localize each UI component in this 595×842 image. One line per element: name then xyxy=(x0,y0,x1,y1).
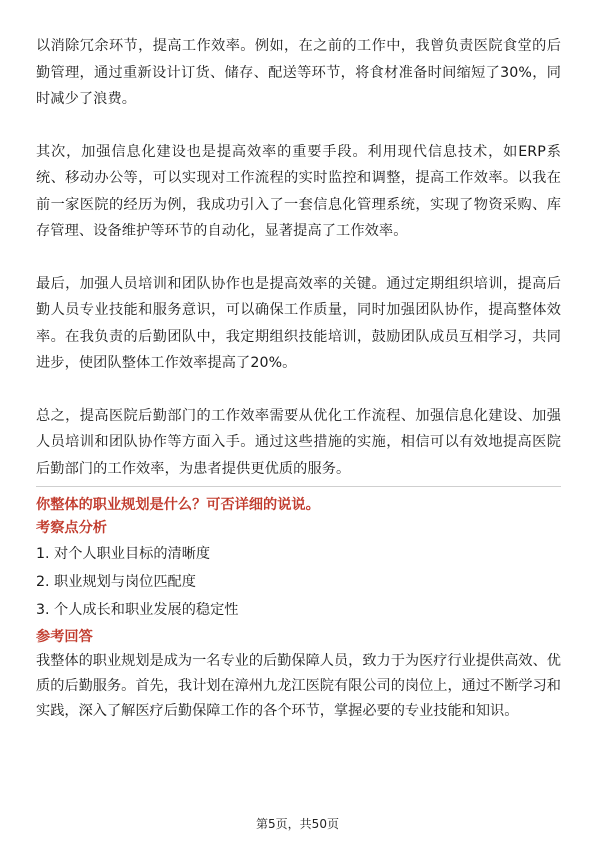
paragraph: 以消除冗余环节，提高工作效率。例如，在之前的工作中，我曾负责医院食堂的后勤管理，通过重新设计订货、储存、配送等环节，将食材准备时间缩短了30%，同时减少了浪费。 xyxy=(36,38,561,107)
page-number: 第5页，共50页 xyxy=(256,817,339,831)
analysis-item: 2. 职业规划与岗位匹配度 xyxy=(36,574,196,590)
answer-heading: 参考回答 xyxy=(36,629,93,645)
paragraph: 总之，提高医院后勤部门的工作效率需要从优化工作流程、加强信息化建设、加强人员培训和团队协作等方面入手。通过这些措施的实施，相信可以有效地提高医院后勤部门的工作效率，为患者提供更优质的服务。 xyxy=(36,407,561,477)
paragraph-gap xyxy=(36,113,561,139)
analysis-list xyxy=(36,540,561,624)
paragraph: 最后，加强人员培训和团队协作也是提高效率的关键。通过定期组织培训，提高后勤人员专业技能和服务意识，可以确保工作质量，同时加强团队协作，提高整体效率。在我负责的后勤团队中，我定期组织技能培训，鼓励团队成员互相学习，共同进步，使团队整体工作效率提高了20%。 xyxy=(36,275,561,371)
page-content xyxy=(36,33,561,724)
paragraph-gap xyxy=(36,245,561,271)
interview-question: 你整体的职业规划是什么？可否详细的说说。 xyxy=(36,497,320,513)
paragraph: 其次，加强信息化建设也是提高效率的重要手段。利用现代信息技术，如ERP系统、移动办公等，可以实现对工作流程的实时监控和调整，提高工作效率。以我在前一家医院的经历为例，我成功引入了一套信息化管理系统，实现了物资采购、库存管理、设备维护等环节的自动化，显著提高了工作效率。 xyxy=(36,143,561,239)
answer-text: 我整体的职业规划是成为一名专业的后勤保障人员，致力于为医疗行业提供高效、优质的后勤服务。首先，我计划在漳州九龙江医院有限公司的岗位上，通过不断学习和实践，深入了解医疗后勤保障工作的各个环节，掌握必要的专业技能和知识。 xyxy=(36,653,561,719)
section-divider xyxy=(36,486,561,487)
analysis-heading: 考察点分析 xyxy=(36,520,107,536)
analysis-item: 1. 对个人职业目标的清晰度 xyxy=(36,546,211,562)
analysis-item: 3. 个人成长和职业发展的稳定性 xyxy=(36,602,239,618)
paragraph-gap xyxy=(36,377,561,403)
